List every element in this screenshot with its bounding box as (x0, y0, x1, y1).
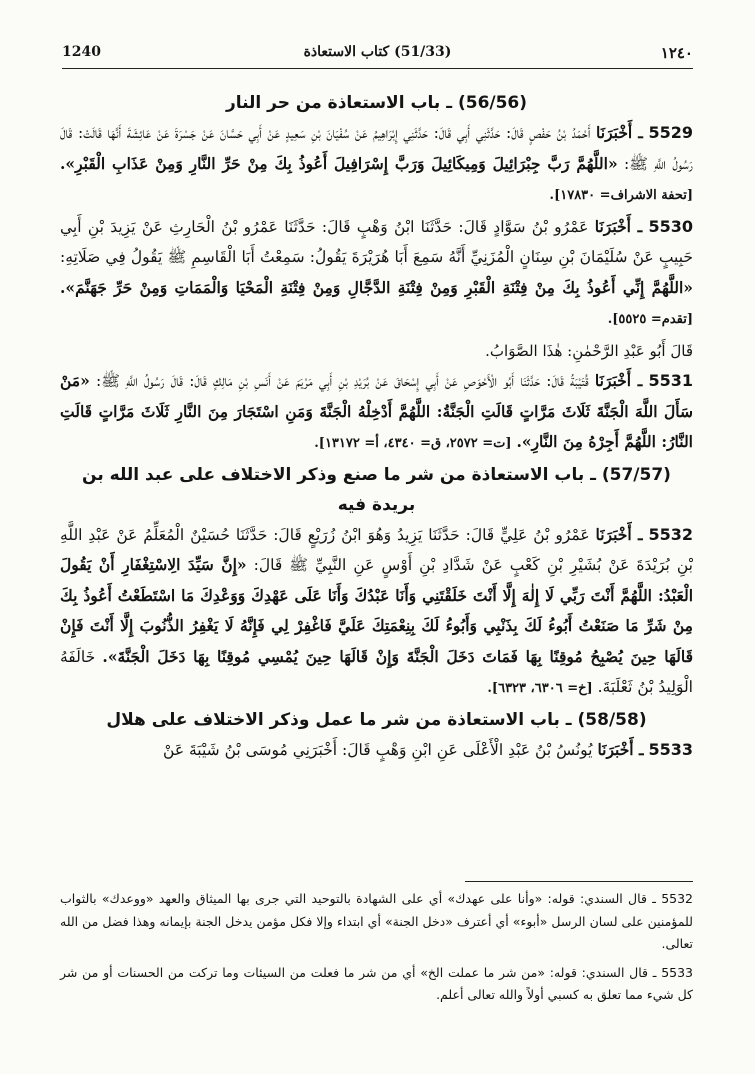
footnote: 5533 ـ قال السندي: قوله: «من شر ما عملت الخ» أي من شر ما فعلت من السيئات وما تركت من الحسنات أو من شر كل شيء مما تعلق به كسبي أولاً والله تعالى أعلم. (60, 964, 693, 1002)
hadith-number: 5532 (648, 524, 693, 544)
hadith (60, 366, 693, 460)
main-text (60, 88, 693, 765)
isnad-text: يُونُسُ بْنُ عَبْدِ الْأَعْلَى عَنِ ابْنِ وَهْبٍ قَالَ: أَخْبَرَنِي مُوسَى بْنُ شَيْبَةَ عَنْ (163, 740, 593, 759)
hadith-quote: «اللَّهُمَّ رَبَّ جِبْرَائِيلَ وَمِيكَائِيلَ وَرَبَّ إِسْرَافِيلَ أَعُوذُ بِكَ مِنْ حَرِّ النَّارِ وَمِنْ عَذَابِ الْقَبْرِ». (60, 153, 618, 173)
hadith-number: 5529 (648, 123, 693, 142)
hadith-number: 5533 (648, 739, 693, 759)
running-title: (51/33) كتاب الاستعاذة (303, 44, 452, 60)
isnad-text: عَمْرُو بْنُ عَلِيٍّ قَالَ: حَدَّثَنَا يَزِيدُ وَهُوَ ابْنُ زُرَيْعٍ قَالَ: حَدَّثَنَا حُسَيْنٌ الْمُعَلِّمُ عَنْ عَبْدِ اللَّهِ بْنِ بُرَيْدَةَ عَنْ بُشَيْرِ بْنِ كَعْبٍ عَنْ شَدَّادِ بْنِ أَوْسٍ عَنِ النَّبِيِّ ﷺ قَالَ: (60, 525, 693, 574)
hadith-quote: «مَنْ سَأَلَ اللَّهَ الْجَنَّةَ ثَلَاثَ مَرَّاتٍ قَالَتِ الْجَنَّةُ: اللَّهُمَّ أَدْخِلْهُ الْجَنَّةَ وَمَنِ اسْتَجَارَ مِنَ النَّارِ ثَلَاثَ مَرَّاتٍ قَالَتِ النَّارُ: اللَّهُمَّ أَجِرْهُ مِنَ النَّارِ». (60, 371, 693, 451)
hadith (60, 118, 693, 212)
akhbarana: ـ أَخْبَرَنَا (597, 739, 644, 759)
hadith-quote: «إِنَّ سَيِّدَ الِاسْتِغْفَارِ أَنْ يَقُولَ الْعَبْدُ: اللَّهُمَّ أَنْتَ رَبِّي لَا إِلٰهَ إِلَّا أَنْتَ خَلَقْتَنِي وَأَنَا عَبْدُكَ وَأَنَا عَلَى عَهْدِكَ وَوَعْدِكَ مَا اسْتَطَعْتُ أَعُوذُ بِكَ مِنْ شَرِّ مَا صَنَعْتُ أَبُوءُ لَكَ بِذَنْبِي وَأَبُوءُ لَكَ بِنِعْمَتِكَ عَلَيَّ فَاغْفِرْ لِي فَإِنَّهُ لَا يَغْفِرُ الذُّنُوبَ إِلَّا أَنْتَ فَإِنْ قَالَهَا حِينَ يُصْبِحُ مُوقِنًا بِهَا فَمَاتَ دَخَلَ الْجَنَّةَ وَإِنْ قَالَهَا حِينَ يُمْسِي مُوقِنًا بِهَا دَخَلَ الْجَنَّةَ». (60, 555, 693, 666)
hadith-reference: [تحفة الاشراف= ١٧٨٣٠]. (549, 188, 693, 203)
hadith-number: 5530 (648, 216, 694, 236)
hadith-reference: [ت= ٢٥٧٢، ق= ٤٣٤٠، أ= ١٣١٧٢]. (314, 436, 512, 451)
footnote: 5532 ـ قال السندي: قوله: «وأنا على عهدك» أي على الشهادة بالتوحيد التي جرى بها الميثاق والعهد «ووعدك» بالثواب للمؤمنين على لسان الرسل «أبوء» أي أعترف «دخل الجنة» أي ابتداء وإلا فكل مؤمن يدخل الجنة بإيمانه وهذا فضل من الله تعالى. (60, 891, 693, 951)
footnotes (60, 888, 693, 1013)
page-number-arabic: ١٢٤٠ (660, 44, 693, 62)
hadith-number: 5531 (648, 371, 693, 390)
hadith-quote: «اللَّهُمَّ إِنِّي أَعُوذُ بِكَ مِنْ فِتْنَةِ الْقَبْرِ وَمِنْ فِتْنَةِ الدَّجَّالِ وَمِنْ فِتْنَةِ الْمَحْيَا وَالْمَمَاتِ وَمِنْ حَرِّ جَهَنَّمَ». (60, 277, 693, 297)
author-remark: خَالَفَهُ الْوَلِيدُ بْنُ ثَعْلَبَةَ. (60, 647, 693, 696)
hadith (60, 735, 693, 766)
akhbarana: ـ أَخْبَرَنَا (595, 524, 643, 544)
page-number-latin: 1240 (62, 44, 101, 60)
footnote-rule (465, 881, 693, 882)
chapter-heading: (56/56) ـ باب الاستعاذة من حر النار (225, 93, 528, 113)
isnad-text: قُتَيْبَةُ قَالَ: حَدَّثَنَا أَبُو الْأَحْوَصِ عَنْ أَبِي إِسْحَاقَ عَنْ بُرَيْدِ بْنِ أَبِي مَرْيَمَ عَنْ أَنَسِ بْنِ مَالِكٍ قَالَ: قَالَ رَسُولُ اللَّهِ ﷺ: (95, 372, 589, 390)
header-rule (62, 68, 693, 69)
isnad-text: عَمْرُو بْنُ سَوَّادٍ قَالَ: حَدَّثَنَا ابْنُ وَهْبٍ قَالَ: حَدَّثَنَا عَمْرُو بْنُ الْحَارِثِ عَنْ يَزِيدَ بْنِ أَبِي حَبِيبٍ عَنْ سُلَيْمَانَ بْنِ سِنَانٍ الْمُزَنِيِّ أَنَّهُ سَمِعَ أَبَا هُرَيْرَةَ يَقُولُ: سَمِعْتُ أَبَا الْقَاسِمِ ﷺ يَقُولُ فِي صَلَاتِهِ: (60, 217, 693, 266)
akhbarana: ـ أَخْبَرَنَا (594, 216, 643, 236)
hadith (60, 520, 693, 705)
akhbarana: ـ أَخْبَرَنَا (594, 371, 643, 390)
akhbarana: ـ أَخْبَرَنَا (596, 123, 643, 142)
author-remark: قَالَ أَبُو عَبْدِ الرَّحْمٰنِ: هٰذَا الصَّوَابُ. (485, 341, 693, 360)
hadith-reference: [تقدم= ٥٥٢٥]. (607, 312, 693, 327)
hadith (60, 212, 693, 336)
hadith-reference: [خ= ٦٣٠٦، ٦٣٢٣]. (487, 681, 593, 696)
page-header (62, 44, 693, 70)
chapter-heading: (58/58) ـ باب الاستعاذة من شر ما عمل وذكر الاختلاف على هلال (106, 709, 647, 730)
isnad-text: أَحْمَدُ بْنُ حَفْصٍ قَالَ: حَدَّثَنِي أَبِي قَالَ: حَدَّثَنِي إِبْرَاهِيمُ عَنْ سُفْيَانَ بْنِ سَعِيدٍ عَنْ أَبِي حَسَّانَ عَنْ جَسْرَةَ عَنْ عَائِشَةَ أَنَّهَا قَالَتْ: قَالَ رَسُولُ اللَّهِ ﷺ: (60, 124, 693, 173)
chapter-heading: (57/57) ـ باب الاستعاذة من شر ما صنع وذكر الاختلاف على عبد الله بن بريدة فيه (82, 464, 671, 515)
